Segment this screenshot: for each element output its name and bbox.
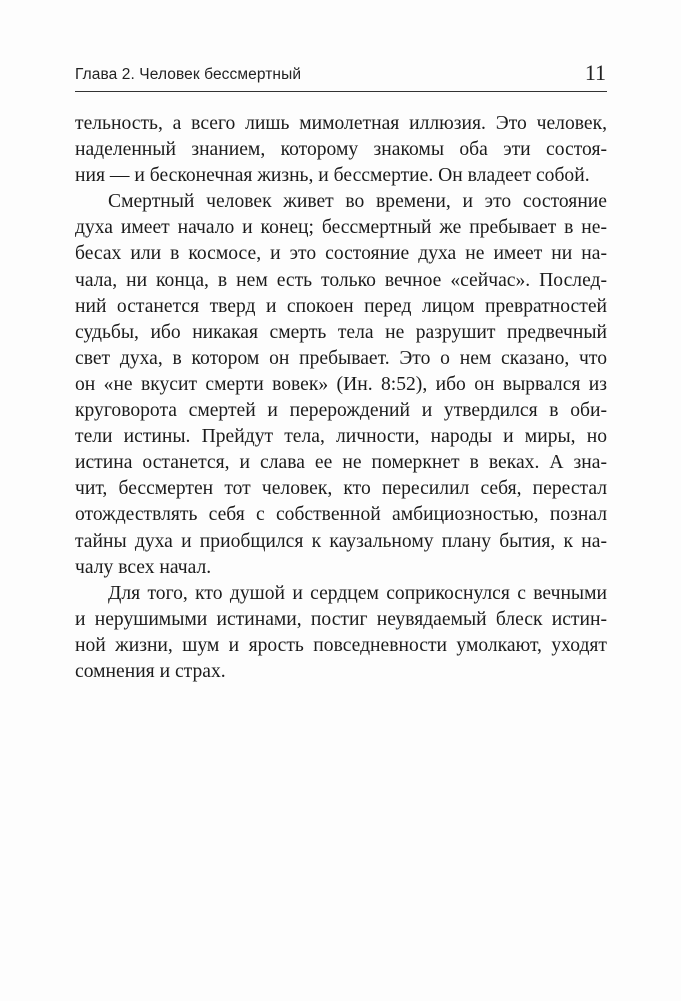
text-line: тели истины. Прейдут тела, личности, народы и миры, но xyxy=(75,426,607,448)
text-line: наделенный знанием, которому знакомы оба эти состоя- xyxy=(75,139,607,161)
text-line: чалу всех начал. xyxy=(75,556,212,578)
text-line: тайны духа и приобщился к каузальному плану бытия, к на- xyxy=(75,530,607,552)
text-line: судьбы, ибо никакая смерть тела не разрушит предвечный xyxy=(75,321,607,343)
chapter-title: Глава 2. Человек бессмертный xyxy=(75,66,302,83)
text-line: бесах или в космосе, и это состояние духа не имеет ни на- xyxy=(75,243,607,265)
body-text xyxy=(75,111,607,685)
text-line: круговорота смертей и перерождений и утвердился в оби- xyxy=(75,400,607,422)
text-line: ний останется тверд и спокоен перед лицом превратностей xyxy=(75,295,607,317)
text-line: тельность, а всего лишь мимолетная иллюзия. Это человек, xyxy=(75,113,607,134)
header-rule xyxy=(75,91,607,92)
paragraph-1 xyxy=(75,111,607,189)
text-line: и нерушимыми истинами, постиг неувядаемый блеск истин- xyxy=(75,608,607,630)
paragraph-2 xyxy=(75,189,607,580)
text-line: истина останется, и слава ее не померкнет в веках. А зна- xyxy=(75,452,607,474)
text-line: отождествлять себя с собственной амбициозностью, познал xyxy=(75,504,607,526)
page-number: 11 xyxy=(584,60,606,85)
text-line: духа имеет начало и конец; бессмертный же пребывает в не- xyxy=(75,217,607,239)
text-line: чала, ни конца, в нем есть только вечное «сейчас». Послед- xyxy=(75,269,607,291)
text-line: ния — и бесконечная жизнь, и бессмертие. Он владеет собой. xyxy=(75,165,590,187)
text-line: чит, бессмертен тот человек, кто пересилил себя, перестал xyxy=(75,478,607,500)
text-line: ной жизни, шум и ярость повседневности умолкают, уходят xyxy=(75,634,607,656)
text-line: Для того, кто душой и сердцем соприкоснулся с вечными xyxy=(108,582,607,604)
text-line: сомнения и страх. xyxy=(75,660,226,682)
text-line: он «не вкусит смерти вовек» (Ин. 8:52), ибо он вырвался из xyxy=(75,373,607,395)
text-line: Смертный человек живет во времени, и это состояние xyxy=(108,191,607,213)
running-head xyxy=(75,62,606,88)
paragraph-3 xyxy=(75,581,607,685)
text-line: свет духа, в котором он пребывает. Это о нем сказано, что xyxy=(75,347,607,369)
